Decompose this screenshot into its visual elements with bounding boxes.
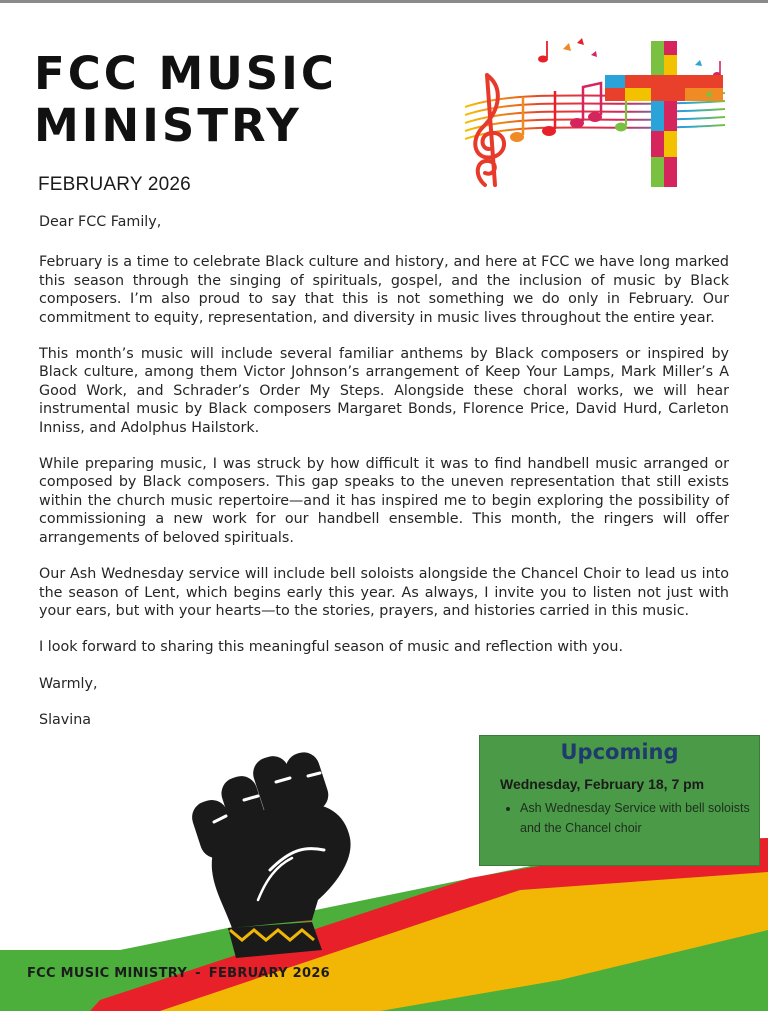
- upcoming-heading: Upcoming: [560, 740, 679, 764]
- title-line-2: MINISTRY: [34, 99, 302, 152]
- event-date: Wednesday, February 18, 7 pm: [500, 776, 705, 792]
- cross-icon: [605, 41, 723, 187]
- top-border: [0, 0, 768, 3]
- music-notes-cross-illustration: [455, 35, 735, 195]
- letter-body: [39, 213, 729, 748]
- letter-paragraph: Our Ash Wednesday service will include bell soloists alongside the Chancel Choir to lead us into the season of Lent, which begins early this year. As always, I invite you to listen not just with your ears, but with your hearts—to the stories, prayers, and histories carried in this music.: [39, 566, 729, 619]
- upcoming-box: [479, 735, 760, 866]
- letter-paragraph: This month’s music will include several familiar anthems by Black composers or inspired by Black culture, among them Victor Johnson’s arrangement of Keep Your Lamps, Mark Miller’s A Good Work, and Schrader’s Order My Steps. Alongside these choral works, we will hear instrumental music by Black composers Margaret Bonds, Florence Price, David Hurd, Carleton Inniss, and Adolphus Hailstork.: [39, 346, 729, 436]
- letter-greeting: Dear FCC Family,: [39, 214, 162, 230]
- issue-date: FEBRUARY 2026: [38, 174, 191, 195]
- footer: [27, 966, 330, 981]
- letter-signature: Slavina: [39, 712, 92, 729]
- letter-paragraph: February is a time to celebrate Black culture and history, and here at FCC we have long marked this season through the singing of spirituals, gospel, and the inclusion of music by Black composers. I’m also proud to say that this is not something we do only in February. Our commitment to equity, representation, and diversity in music lives throughout the entire year.: [39, 254, 729, 326]
- title-line-1: FCC MUSIC: [34, 47, 337, 100]
- page-title: [34, 48, 337, 152]
- footer-date: FEBRUARY 2026: [208, 966, 331, 981]
- footer-ministry: FCC MUSIC MINISTRY: [27, 966, 188, 981]
- letter-paragraph: While preparing music, I was struck by how difficult it was to find handbell music arranged or composed by Black composers. This gap speaks to the uneven representation that still exists within the church music repertoire—and it has inspired me to begin exploring the possibility of commissioning a new work for our handbell ensemble. This month, the ringers will offer arrangements of beloved spirituals.: [39, 456, 729, 546]
- letter-closing: Warmly,: [39, 675, 98, 692]
- letter-paragraph: I look forward to sharing this meaningful season of music and reflection with you.: [39, 639, 624, 656]
- treble-clef-icon: [475, 75, 504, 185]
- footer-separator: -: [195, 966, 201, 981]
- event-list: [480, 798, 759, 838]
- list-item: • Ash Wednesday Service with bell soloists and the Chancel choir: [520, 798, 759, 838]
